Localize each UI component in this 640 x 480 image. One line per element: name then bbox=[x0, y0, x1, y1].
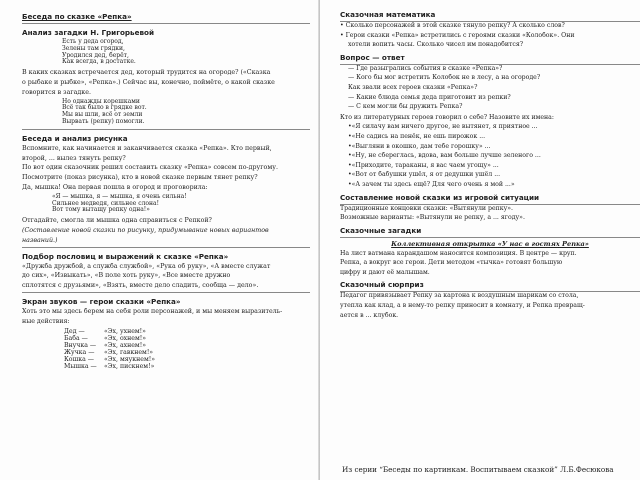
page-title: Беседа по сказке «Репка» bbox=[22, 12, 132, 21]
poem-line: Уродился дед, берёт, bbox=[62, 51, 129, 59]
list-item: — Какие блюда семья деда приготовит из репки? bbox=[348, 93, 511, 101]
divider bbox=[22, 23, 310, 24]
paragraph: В каких сказках встречается дед, который трудится на огороде? («Сказка bbox=[22, 69, 271, 77]
mouse-quote bbox=[52, 194, 310, 214]
list-item: •«Я силачу вам ничего другое, не вытянет, я приятное ... bbox=[348, 123, 538, 131]
poem-line: Но однажды корешками bbox=[62, 97, 140, 105]
list-item: Внучка — «Эх, ахнем!» bbox=[64, 341, 146, 349]
quote-line: «Я — мышка, я — мышка, я очень сильна! bbox=[52, 192, 187, 200]
poem-line: Как всегда, в достатке. bbox=[62, 58, 136, 66]
list-item: Мышка — «Эх, пискнем!» bbox=[64, 362, 155, 370]
list-item: •«Вот от бабушки ушёл, я от дедушки ушёл ... bbox=[348, 171, 501, 179]
paragraph: цифру и дают её малышам. bbox=[340, 268, 430, 276]
list-item: — Где разыгрались события в сказке «Репка»? bbox=[348, 64, 503, 72]
poem-line: Вырвать (репку) помогли. bbox=[62, 117, 145, 125]
paragraph: утепла как клад, а в нему-то репку приносит в комнату, и Репка превращ- bbox=[340, 302, 585, 310]
paragraph: Отгадайте, смогла ли мышка одна справиться с Репкой? bbox=[22, 217, 212, 225]
list-item: хотели вопить часы. Сколько чисел им понадобится? bbox=[348, 41, 524, 49]
paragraph: второй, ... вылез тянуть репку? bbox=[22, 154, 126, 162]
section-sounds-heading: Экран звуков — герои сказки «Репка» bbox=[22, 296, 181, 306]
list-item: • Сколько персонажей в этой сказке тянуло репку? А сколько слов? bbox=[340, 22, 565, 29]
list-item: Жучка — «Эх, гавкнем!» bbox=[64, 348, 154, 356]
paragraph: Посмотрите (показ рисунка), кто в новой сказке первым тянет репку? bbox=[22, 174, 258, 182]
paragraph: Кто из литературных героев говорил о себе? Назовите их имена: bbox=[340, 113, 554, 121]
paragraph: Возможные варианты: «Вытянули не репку, а ... ягоду». bbox=[340, 214, 525, 222]
paragraph: названий.) bbox=[22, 236, 58, 244]
section-proverbs-heading: Подбор пословиц и выражений к сказке «Репка» bbox=[22, 251, 229, 261]
section-qa-heading: Вопрос — ответ bbox=[340, 52, 405, 62]
paragraph: Хоть это мы здесь берем на себя роли персонажей, и мы меняем выразитель- bbox=[22, 307, 283, 315]
divider bbox=[22, 247, 310, 248]
list-item: • Герои сказки «Репка» встретились с героями сказки «Колобок». Они bbox=[340, 31, 575, 39]
list-item: — С кем могли бы дружить Репка? bbox=[348, 103, 463, 111]
paragraph: ается в ... клубок. bbox=[340, 311, 399, 319]
quote-line: Сильнее медведя, сильнее слона! bbox=[52, 199, 160, 207]
paragraph: Традиционные концовки сказки: «Вытянули репку». bbox=[340, 204, 514, 212]
paragraph: сплотятся с друзьями», «Взять, вместе дело сладить, сообща — дело». bbox=[22, 282, 259, 290]
section-new-tale-heading: Составление новой сказки из игровой ситуации bbox=[340, 192, 540, 202]
paragraph: Педагог привязывает Репку за картона к воздушным шарикам со стола, bbox=[340, 292, 579, 300]
paragraph: ные действия: bbox=[22, 317, 70, 325]
paragraph: говорится в загадке. bbox=[22, 88, 91, 96]
right-page bbox=[320, 0, 640, 480]
list-item: •«Выгляни в окошко, дам тебе горошку» ... bbox=[348, 142, 491, 150]
poem-line: Всё так было в грядке вот. bbox=[62, 104, 147, 112]
divider bbox=[22, 292, 310, 293]
section-riddles-heading: Сказочные загадки bbox=[340, 225, 422, 235]
list-item: •«Приходите, тараканы, я вас чаем угощу» ... bbox=[348, 161, 499, 169]
sounds-list bbox=[22, 328, 310, 371]
paragraph: Да, мышка! Она первая пошла в огород и проговорила: bbox=[22, 183, 208, 191]
poem-line: Мы вы шли, всё от земли bbox=[62, 111, 143, 119]
paragraph: Вспомните, как начинается и заканчивается сказка «Репка». Кто первый, bbox=[22, 144, 272, 152]
paragraph: Репка, а вокруг все герои. Дети методом «тычка» готовят большую bbox=[340, 259, 563, 267]
postcard-title: Коллективная открытка «У нас в гостях Репка» bbox=[391, 239, 589, 248]
list-item: •«А зачем ты здесь ещё? Для чего очень я мой ...» bbox=[348, 180, 515, 188]
poem-riddle bbox=[62, 39, 310, 66]
paragraph: «Дружба дружбой, а служба службой», «Рука об руку», «А вместе служат bbox=[22, 262, 271, 270]
divider bbox=[22, 129, 310, 130]
list-item: •«Ну, не сбереглась, вдова, вам больше лучше зеленого ... bbox=[348, 152, 541, 160]
list-item: Дед — «Эх, ухнем!» bbox=[64, 327, 146, 335]
divider bbox=[340, 237, 640, 238]
poem-line: Есть у деда огород, bbox=[62, 38, 124, 45]
section-math-heading: Сказочная математика bbox=[340, 10, 436, 19]
list-item: — Кого бы мог встретить Колобок не в лесу, а на огороде? bbox=[348, 74, 541, 82]
list-item: •«Не садись на пенёк, не ешь пирожок ... bbox=[348, 132, 486, 140]
section-image-heading: Беседа и анализ рисунка bbox=[22, 133, 128, 143]
list-item: Как звали всех героев сказки «Репка»? bbox=[348, 83, 478, 91]
poem-answer bbox=[62, 99, 310, 126]
footer-credit: Из серии “Беседы по картинкам. Воспитываем сказкой” Л.Б.Фесюкова bbox=[342, 465, 614, 474]
paragraph: На лист ватмана карандашом наносится композиция. В центре — круп. bbox=[340, 249, 577, 257]
paragraph: до сих», «Извыкать», «В поле хоть руку», «Все вместе дружно bbox=[22, 272, 231, 280]
paragraph: о рыбаке и рыбке», «Репка».) Сейчас вы, конечно, поймёте, о какой сказке bbox=[22, 78, 275, 86]
section-surprise-heading: Сказочный сюрприз bbox=[340, 280, 424, 290]
list-item: Кошка — «Эх, мяукнем!» bbox=[64, 355, 156, 363]
paragraph: По вот один сказочник решил составить сказку «Репка» совсем по-другому. bbox=[22, 164, 278, 172]
poem-line: Зелены там грядки, bbox=[62, 44, 125, 52]
paragraph: (Составление новой сказки по рисунку, придумывание новых вариантов bbox=[22, 226, 269, 234]
list-item: Баба — «Эх, охнем!» bbox=[64, 334, 147, 342]
section-riddle-heading: Анализ загадки Н. Григорьевой bbox=[22, 28, 155, 37]
quote-line: Вот тому вытащу репку одна!» bbox=[52, 206, 150, 214]
